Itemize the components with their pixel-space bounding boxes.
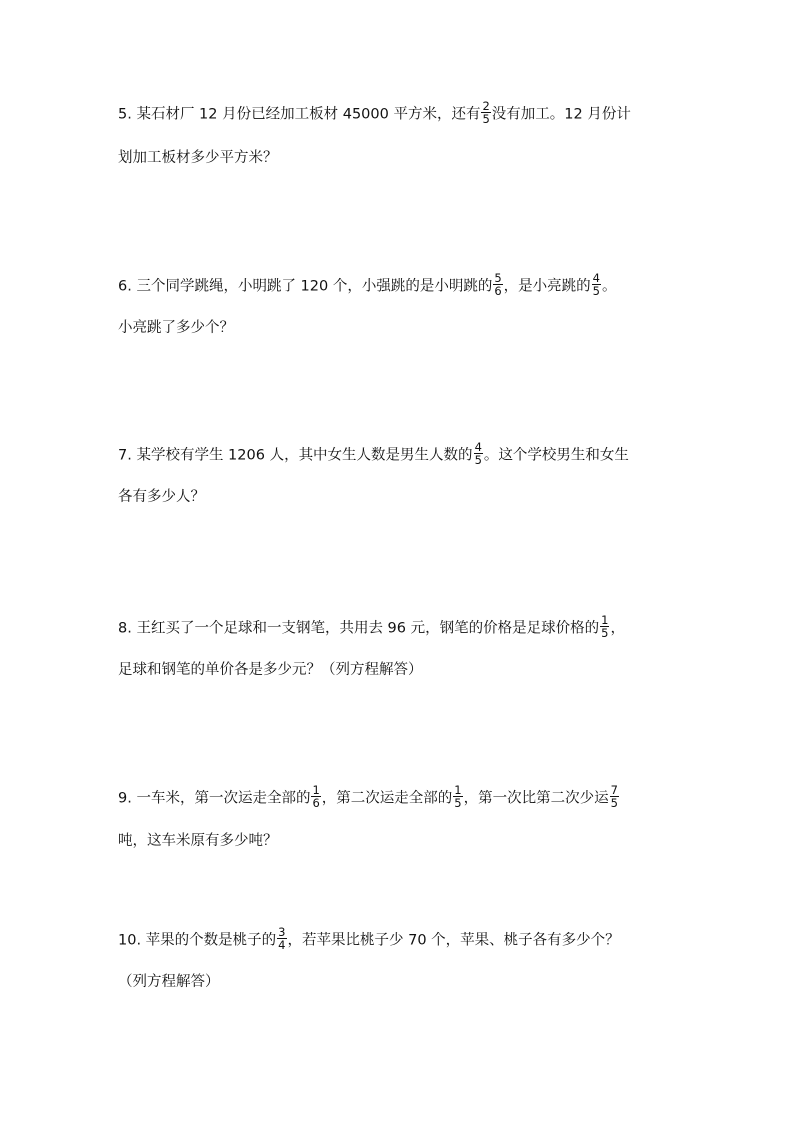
problem-text: ，第二次运走全部的 [321,790,453,807]
problem-6-line-2 [118,316,234,337]
numerator: 4 [474,440,482,454]
problem-8-line-1 [118,613,625,641]
problem-10-line-2 [118,970,220,991]
fraction [311,784,320,809]
problem-text: 小亮跳了多少个？ [118,320,234,336]
problem-5-line-1 [118,99,631,127]
problem-text: （列方程解答） [118,974,220,990]
problem-text: 10. 苹果的个数是桃子的 [118,932,277,949]
denominator: 5 [454,796,462,811]
denominator: 5 [474,453,482,468]
denominator: 5 [592,284,600,299]
numerator: 7 [610,783,618,797]
problem-5-line-2 [118,146,278,167]
fraction [592,272,601,297]
numerator: 5 [494,271,502,285]
denominator: 5 [610,796,618,811]
problem-text: ，是小亮跳的 [503,278,591,295]
problem-text: 没有加工。12 月份计 [491,106,631,123]
problem-text: 划加工板材多少平方米？ [118,150,278,166]
problem-text: 6. 三个同学跳绳，小明跳了 120 个，小强跳的是小明跳的 [118,278,493,295]
problem-9-line-1 [118,783,620,811]
problem-text: ，若苹果比桃子少 70 个，苹果、桃子各有多少个？ [287,932,620,949]
fraction [474,441,483,466]
denominator: 4 [278,938,286,953]
problem-text: 9. 一车米，第一次运走全部的 [118,790,311,807]
problem-7-line-2 [118,485,205,506]
fraction [493,272,502,297]
numerator: 1 [601,613,609,627]
denominator: 5 [601,626,609,641]
problem-8-line-2 [118,658,423,679]
problem-text: 7. 某学校有学生 1206 人，其中女生人数是男生人数的 [118,447,473,464]
problem-text: 各有多少人？ [118,489,205,505]
fraction [481,100,490,125]
problem-text: 。 [602,278,617,295]
fraction [277,926,286,951]
denominator: 6 [494,284,502,299]
problem-9-line-2 [118,829,278,850]
problem-text: 吨，这车米原有多少吨？ [118,833,278,849]
numerator: 1 [454,783,462,797]
fraction [610,784,619,809]
problem-6-line-1 [118,271,617,299]
problem-text: 足球和钢笔的单价各是多少元？（列方程解答） [118,662,423,678]
problem-text: 。这个学校男生和女生 [483,447,629,464]
problem-text: 8. 王红买了一个足球和一支钢笔，共用去 96 元，钢笔的价格是足球价格的 [118,620,600,637]
fraction [453,784,462,809]
numerator: 3 [278,925,286,939]
problem-text: 5. 某石材厂 12 月份已经加工板材 45000 平方米，还有 [118,106,481,123]
numerator: 4 [592,271,600,285]
numerator: 1 [312,783,320,797]
problem-text: ， [610,620,625,637]
fraction [600,614,609,639]
denominator: 6 [312,796,320,811]
denominator: 5 [482,112,490,127]
problem-7-line-1 [118,440,629,468]
problem-text: ，第一次比第二次少运 [463,790,609,807]
numerator: 2 [482,99,490,113]
problem-10-line-1 [118,925,620,953]
